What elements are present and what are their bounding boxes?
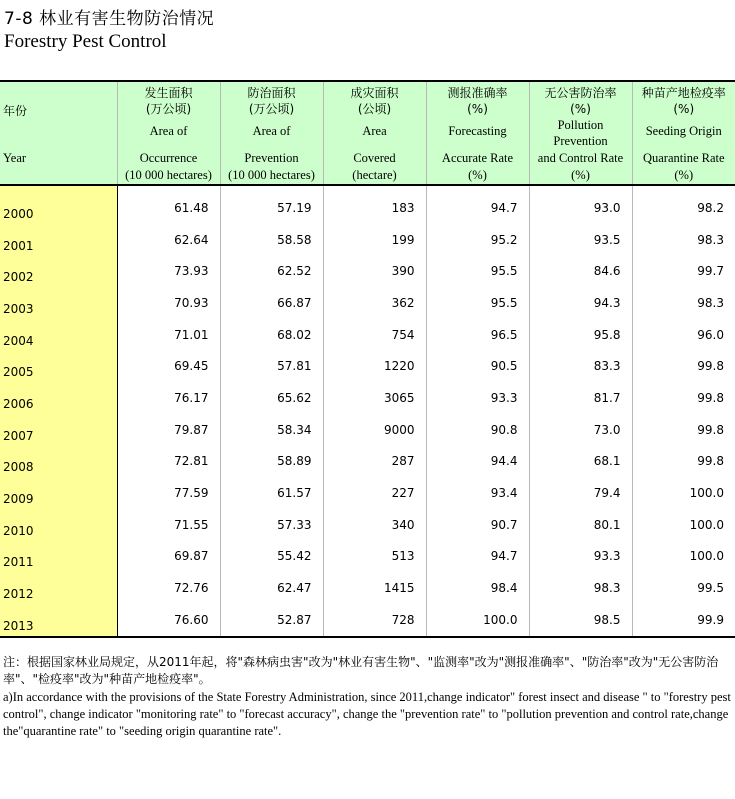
year-cell	[0, 477, 117, 509]
value-cell: 73.93	[117, 255, 220, 287]
value-cell: 52.87	[220, 604, 323, 637]
table-title-en: Forestry Pest Control	[4, 31, 167, 52]
value-cell: 100.0	[632, 541, 735, 573]
year-cell	[0, 572, 117, 604]
value-cell: 287	[323, 446, 426, 478]
header-cn: 种苗产地检疫率	[641, 86, 726, 100]
value-cell: 69.45	[117, 350, 220, 382]
table-row	[0, 319, 735, 351]
value-cell: 93.3	[426, 382, 529, 414]
year-cell	[0, 185, 117, 224]
value-cell: 98.3	[632, 287, 735, 319]
value-cell: 90.5	[426, 350, 529, 382]
value-cell: 65.62	[220, 382, 323, 414]
value-cell: 95.2	[426, 224, 529, 256]
value-cell: 98.5	[529, 604, 632, 637]
value-cell: 68.02	[220, 319, 323, 351]
header-en-unit: (10 000 hectares)	[228, 168, 315, 182]
value-cell: 62.52	[220, 255, 323, 287]
table-row	[0, 446, 735, 478]
header-en-unit: (hectare)	[352, 168, 397, 182]
table-body	[0, 185, 735, 637]
header-col	[220, 81, 323, 185]
value-cell: 94.7	[426, 185, 529, 224]
value-cell: 362	[323, 287, 426, 319]
value-cell: 94.4	[426, 446, 529, 478]
table-row	[0, 509, 735, 541]
header-cn-unit: (%)	[570, 102, 591, 116]
table-row	[0, 255, 735, 287]
value-cell: 80.1	[529, 509, 632, 541]
value-cell: 76.60	[117, 604, 220, 637]
year-label: 2013	[3, 618, 34, 633]
value-cell: 183	[323, 185, 426, 224]
value-cell: 340	[323, 509, 426, 541]
table-row	[0, 382, 735, 414]
table-title-cn: 7-8 林业有害生物防治情况	[4, 9, 215, 29]
value-cell: 1415	[323, 572, 426, 604]
year-cell	[0, 604, 117, 637]
header-en-bottom: Covered	[353, 151, 396, 165]
year-cell	[0, 350, 117, 382]
value-cell: 61.48	[117, 185, 220, 224]
value-cell: 96.5	[426, 319, 529, 351]
year-label: 2004	[3, 333, 34, 348]
value-cell: 71.55	[117, 509, 220, 541]
year-label: 2005	[3, 365, 34, 380]
value-cell: 62.47	[220, 572, 323, 604]
value-cell: 70.93	[117, 287, 220, 319]
value-cell: 76.17	[117, 382, 220, 414]
header-en-top: Area	[362, 124, 387, 138]
value-cell: 100.0	[426, 604, 529, 637]
value-cell: 58.89	[220, 446, 323, 478]
table-row	[0, 604, 735, 637]
header-en-unit: (10 000 hectares)	[125, 168, 212, 182]
table-row	[0, 477, 735, 509]
value-cell: 3065	[323, 382, 426, 414]
year-label: 2010	[3, 523, 34, 538]
year-label: 2012	[3, 587, 34, 602]
header-en-top: Pollution Prevention	[553, 118, 608, 148]
value-cell: 754	[323, 319, 426, 351]
value-cell: 100.0	[632, 509, 735, 541]
header-en-top: Area of	[149, 124, 188, 138]
table-row	[0, 224, 735, 256]
value-cell: 98.4	[426, 572, 529, 604]
value-cell: 94.3	[529, 287, 632, 319]
header-cn-unit: (%)	[673, 102, 695, 116]
table-row	[0, 572, 735, 604]
header-en-top: Forecasting	[448, 124, 507, 138]
header-col	[426, 81, 529, 185]
value-cell: 79.4	[529, 477, 632, 509]
year-cell	[0, 382, 117, 414]
year-label: 2008	[3, 460, 34, 475]
value-cell: 61.57	[220, 477, 323, 509]
year-cell	[0, 414, 117, 446]
table-row	[0, 414, 735, 446]
year-label: 2000	[3, 206, 34, 221]
year-label: 2001	[3, 238, 34, 253]
header-en-bottom: Occurrence	[139, 151, 198, 165]
value-cell: 69.87	[117, 541, 220, 573]
year-label: 2007	[3, 428, 34, 443]
header-en-unit: (%)	[571, 168, 590, 182]
header-year-cn: 年份	[3, 104, 28, 118]
value-cell: 9000	[323, 414, 426, 446]
header-cn-unit: (万公顷)	[145, 102, 192, 116]
year-cell	[0, 446, 117, 478]
year-label: 2011	[3, 555, 34, 570]
header-col	[117, 81, 220, 185]
table-row	[0, 541, 735, 573]
value-cell: 93.4	[426, 477, 529, 509]
header-col	[323, 81, 426, 185]
value-cell: 199	[323, 224, 426, 256]
header-cn-unit: (%)	[467, 102, 488, 116]
value-cell: 99.8	[632, 414, 735, 446]
year-cell	[0, 319, 117, 351]
year-label: 2009	[3, 492, 34, 507]
value-cell: 95.5	[426, 287, 529, 319]
value-cell: 81.7	[529, 382, 632, 414]
year-cell	[0, 224, 117, 256]
value-cell: 98.3	[529, 572, 632, 604]
value-cell: 95.5	[426, 255, 529, 287]
value-cell: 99.8	[632, 350, 735, 382]
year-cell	[0, 509, 117, 541]
header-col	[529, 81, 632, 185]
header-year-en: Year	[3, 151, 27, 165]
header-en-unit: (%)	[468, 168, 487, 182]
table-row	[0, 350, 735, 382]
value-cell: 57.33	[220, 509, 323, 541]
value-cell: 77.59	[117, 477, 220, 509]
header-en-bottom: Quarantine Rate	[642, 151, 725, 165]
value-cell: 99.5	[632, 572, 735, 604]
header-cn: 防治面积	[247, 86, 296, 100]
year-label: 2003	[3, 301, 34, 316]
header-row	[0, 81, 735, 185]
value-cell: 728	[323, 604, 426, 637]
value-cell: 98.3	[632, 224, 735, 256]
value-cell: 83.3	[529, 350, 632, 382]
footnote-cn: 注：根据国家林业局规定，从2011年起，将"森林病虫害"改为"林业有害生物"、"监测率"改为"测报准确率"、"防治率"改为"无公害防治率"、"检疫率"改为"种苗产地检疫率"。	[3, 655, 719, 686]
value-cell: 93.5	[529, 224, 632, 256]
value-cell: 66.87	[220, 287, 323, 319]
value-cell: 90.8	[426, 414, 529, 446]
value-cell: 84.6	[529, 255, 632, 287]
value-cell: 99.7	[632, 255, 735, 287]
value-cell: 99.9	[632, 604, 735, 637]
header-en-top: Area of	[252, 124, 291, 138]
value-cell: 57.19	[220, 185, 323, 224]
header-cn: 无公害防治率	[544, 86, 617, 100]
value-cell: 94.7	[426, 541, 529, 573]
value-cell: 99.8	[632, 382, 735, 414]
value-cell: 100.0	[632, 477, 735, 509]
value-cell: 58.34	[220, 414, 323, 446]
header-col	[632, 81, 735, 185]
value-cell: 55.42	[220, 541, 323, 573]
value-cell: 58.58	[220, 224, 323, 256]
header-cn: 成灾面积	[350, 86, 399, 100]
value-cell: 99.8	[632, 446, 735, 478]
header-cn-unit: (公顷)	[357, 102, 392, 116]
value-cell: 72.76	[117, 572, 220, 604]
year-label: 2002	[3, 270, 34, 285]
header-en-unit: (%)	[674, 168, 694, 182]
value-cell: 390	[323, 255, 426, 287]
header-cn-unit: (万公顷)	[248, 102, 295, 116]
value-cell: 96.0	[632, 319, 735, 351]
header-en-bottom: Accurate Rate	[441, 151, 514, 165]
value-cell: 71.01	[117, 319, 220, 351]
table-row	[0, 185, 735, 224]
footnote-en: a)In accordance with the provisions of the State Forestry Administration, since 2011,change indicator" forest insect and disease " to "forestry pest control", change indicator "monitoring rate" to "forecast accuracy", change the "prevention rate" to "pollution prevention and control rate,change the"quarantine rate" to "seeding origin quarantine rate".	[3, 690, 731, 738]
data-table	[0, 80, 735, 638]
value-cell: 57.81	[220, 350, 323, 382]
value-cell: 93.0	[529, 185, 632, 224]
value-cell: 62.64	[117, 224, 220, 256]
value-cell: 1220	[323, 350, 426, 382]
value-cell: 73.0	[529, 414, 632, 446]
value-cell: 79.87	[117, 414, 220, 446]
value-cell: 227	[323, 477, 426, 509]
value-cell: 72.81	[117, 446, 220, 478]
year-cell	[0, 541, 117, 573]
header-cn: 测报准确率	[447, 86, 508, 100]
header-en-bottom: and Control Rate	[537, 151, 624, 165]
header-cn: 发生面积	[144, 86, 193, 100]
value-cell: 98.2	[632, 185, 735, 224]
year-label: 2006	[3, 396, 34, 411]
value-cell: 513	[323, 541, 426, 573]
header-year	[0, 81, 117, 185]
value-cell: 68.1	[529, 446, 632, 478]
header-en-bottom: Prevention	[244, 151, 299, 165]
year-cell	[0, 255, 117, 287]
header-en-top: Seeding Origin	[645, 124, 722, 138]
table-row	[0, 287, 735, 319]
value-cell: 93.3	[529, 541, 632, 573]
year-cell	[0, 287, 117, 319]
value-cell: 90.7	[426, 509, 529, 541]
value-cell: 95.8	[529, 319, 632, 351]
